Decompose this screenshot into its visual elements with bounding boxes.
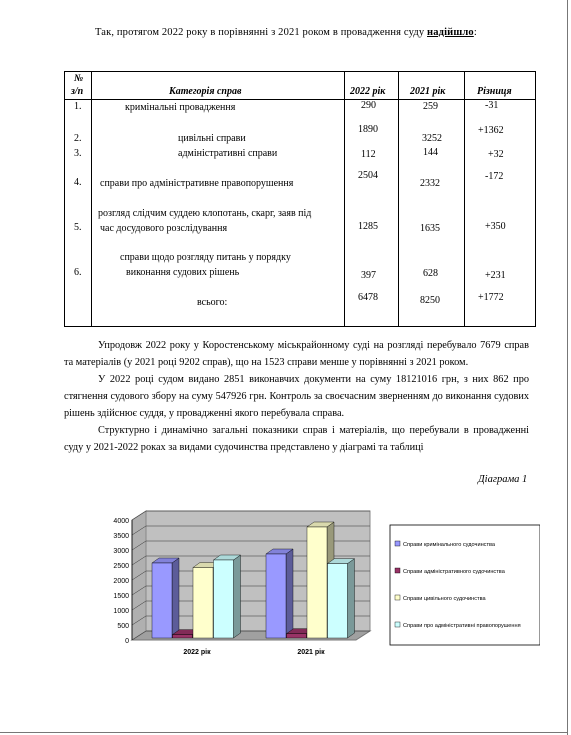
row-6-2022: 397 [361,270,376,281]
legend-label: Справи кримінального судочинства [403,542,496,548]
row-3-2021: 144 [423,147,438,158]
legend-swatch [395,595,400,600]
row-2-2021: 3252 [422,133,442,144]
paragraph: Упродовж 2022 року у Коростенському міськрайонному суді на розгляді перебувало 7679 справ та матеріалів (у 2021 році 9202 справ), що на 1523 справи менше у порівнянні з 2021 роком. [64,340,529,368]
total-2021: 8250 [420,295,440,306]
legend-label: Справи адміністративного судочинства [403,569,505,575]
row-5-diff: +350 [485,221,506,232]
row-5-2022: 1285 [358,221,378,232]
bar [193,568,213,639]
bar [307,527,327,638]
row-3-2022: 112 [361,149,376,160]
legend-label: Справи про адміністративні правопорушення [403,623,521,629]
chart-container [100,505,540,665]
bar [173,635,193,638]
total-2022: 6478 [358,292,378,303]
row-5-2021: 1635 [420,223,440,234]
page-edge-bottom [0,732,568,733]
total-label: всього: [197,297,228,308]
bar [266,554,286,638]
row-1-category: кримінальні провадження [125,102,236,113]
table-vline [91,72,92,326]
row-4-diff: -172 [485,171,504,182]
row-3-diff: +32 [488,149,504,160]
page-edge-right [567,0,568,735]
table-vline [464,72,465,326]
chart-caption: Діаграма 1 [478,474,528,485]
row-2-num: 2. [74,133,82,144]
row-4-2022: 2504 [358,170,378,181]
y-tick-label: 3500 [113,533,129,540]
row-1-diff: -31 [485,100,499,111]
paragraph: Структурно і динамічно загальні показники справ і матеріалів, що перебували в провадженні суду у 2021-2022 роках за видами судочинства представлено у діаграмі та таблиці [64,425,529,453]
bar-side [234,555,241,638]
header-2022: 2022 рік [350,86,386,97]
legend-swatch [395,541,400,546]
body-paragraphs [64,337,529,456]
row-5-category-line2: час досудового розслідування [100,223,228,234]
row-6-diff: +231 [485,270,506,281]
row-6-num: 6. [74,267,82,278]
row-5-category-line1: розгляд слідчим суддею клопотань, скарг, заяв під [98,208,312,219]
header-num-2: з/п [71,86,84,97]
row-4-2021: 2332 [420,178,440,189]
y-tick-label: 2000 [113,578,129,585]
table-vline [344,72,345,326]
x-category-label: 2022 рік [183,649,211,656]
bar [287,634,307,638]
bar [214,560,234,638]
row-5-num: 5. [74,222,82,233]
y-tick-label: 1500 [113,593,129,600]
intro-sentence [95,27,477,38]
y-tick-label: 3000 [113,548,129,555]
y-tick-label: 500 [117,623,129,630]
row-6-category-line2: виконання судових рішень [126,267,240,278]
row-2-diff: +1362 [478,125,504,136]
header-category: Категорія справ [169,86,242,97]
header-diff: Різниця [477,86,512,97]
header-num-1: № [74,73,84,84]
row-1-num: 1. [74,101,82,112]
bar-chart [100,505,540,665]
bar [328,564,348,638]
bar-side [348,559,355,638]
row-1-2022: 290 [361,100,376,111]
y-tick-label: 1000 [113,608,129,615]
bar-side [172,558,179,638]
legend-swatch [395,622,400,627]
row-4-category: справи про адміністративне правопорушення [100,178,294,189]
x-category-label: 2021 рік [297,649,325,656]
row-2-category: цивільні справи [178,133,246,144]
table-vline [398,72,399,326]
row-4-num: 4. [74,177,82,188]
total-diff: +1772 [478,292,504,303]
header-2021: 2021 рік [410,86,446,97]
row-3-category: адміністративні справи [178,148,278,159]
bar [152,563,172,638]
row-6-2021: 628 [423,268,438,279]
legend-label: Справи цивільного судочинства [403,596,486,602]
intro-text: Так, протягом 2022 року в порівнянні з 2021 роком в провадження суду [95,27,425,38]
row-1-2021: 259 [423,101,438,112]
paragraph: У 2022 році судом видано 2851 виконавчих документи на суму 18121016 грн, з них 862 про стягнення судового збору на суму 547926 грн. Контроль за своєчасним зверненням до виконання судових рішень здійснює суддя, у провадженні якого перебувала справа. [64,374,529,419]
bar-side [286,549,293,638]
table-header-line [65,99,535,100]
y-tick-label: 2500 [113,563,129,570]
row-6-category-line1: справи щодо розгляду питань у порядку [120,252,291,263]
intro-tail: : [473,27,477,38]
row-2-2022: 1890 [358,124,378,135]
legend-swatch [395,568,400,573]
y-tick-label: 4000 [113,518,129,525]
cases-table [64,71,536,327]
y-tick-label: 0 [125,638,129,645]
intro-emphasis: надійшло [427,27,474,38]
row-3-num: 3. [74,148,82,159]
